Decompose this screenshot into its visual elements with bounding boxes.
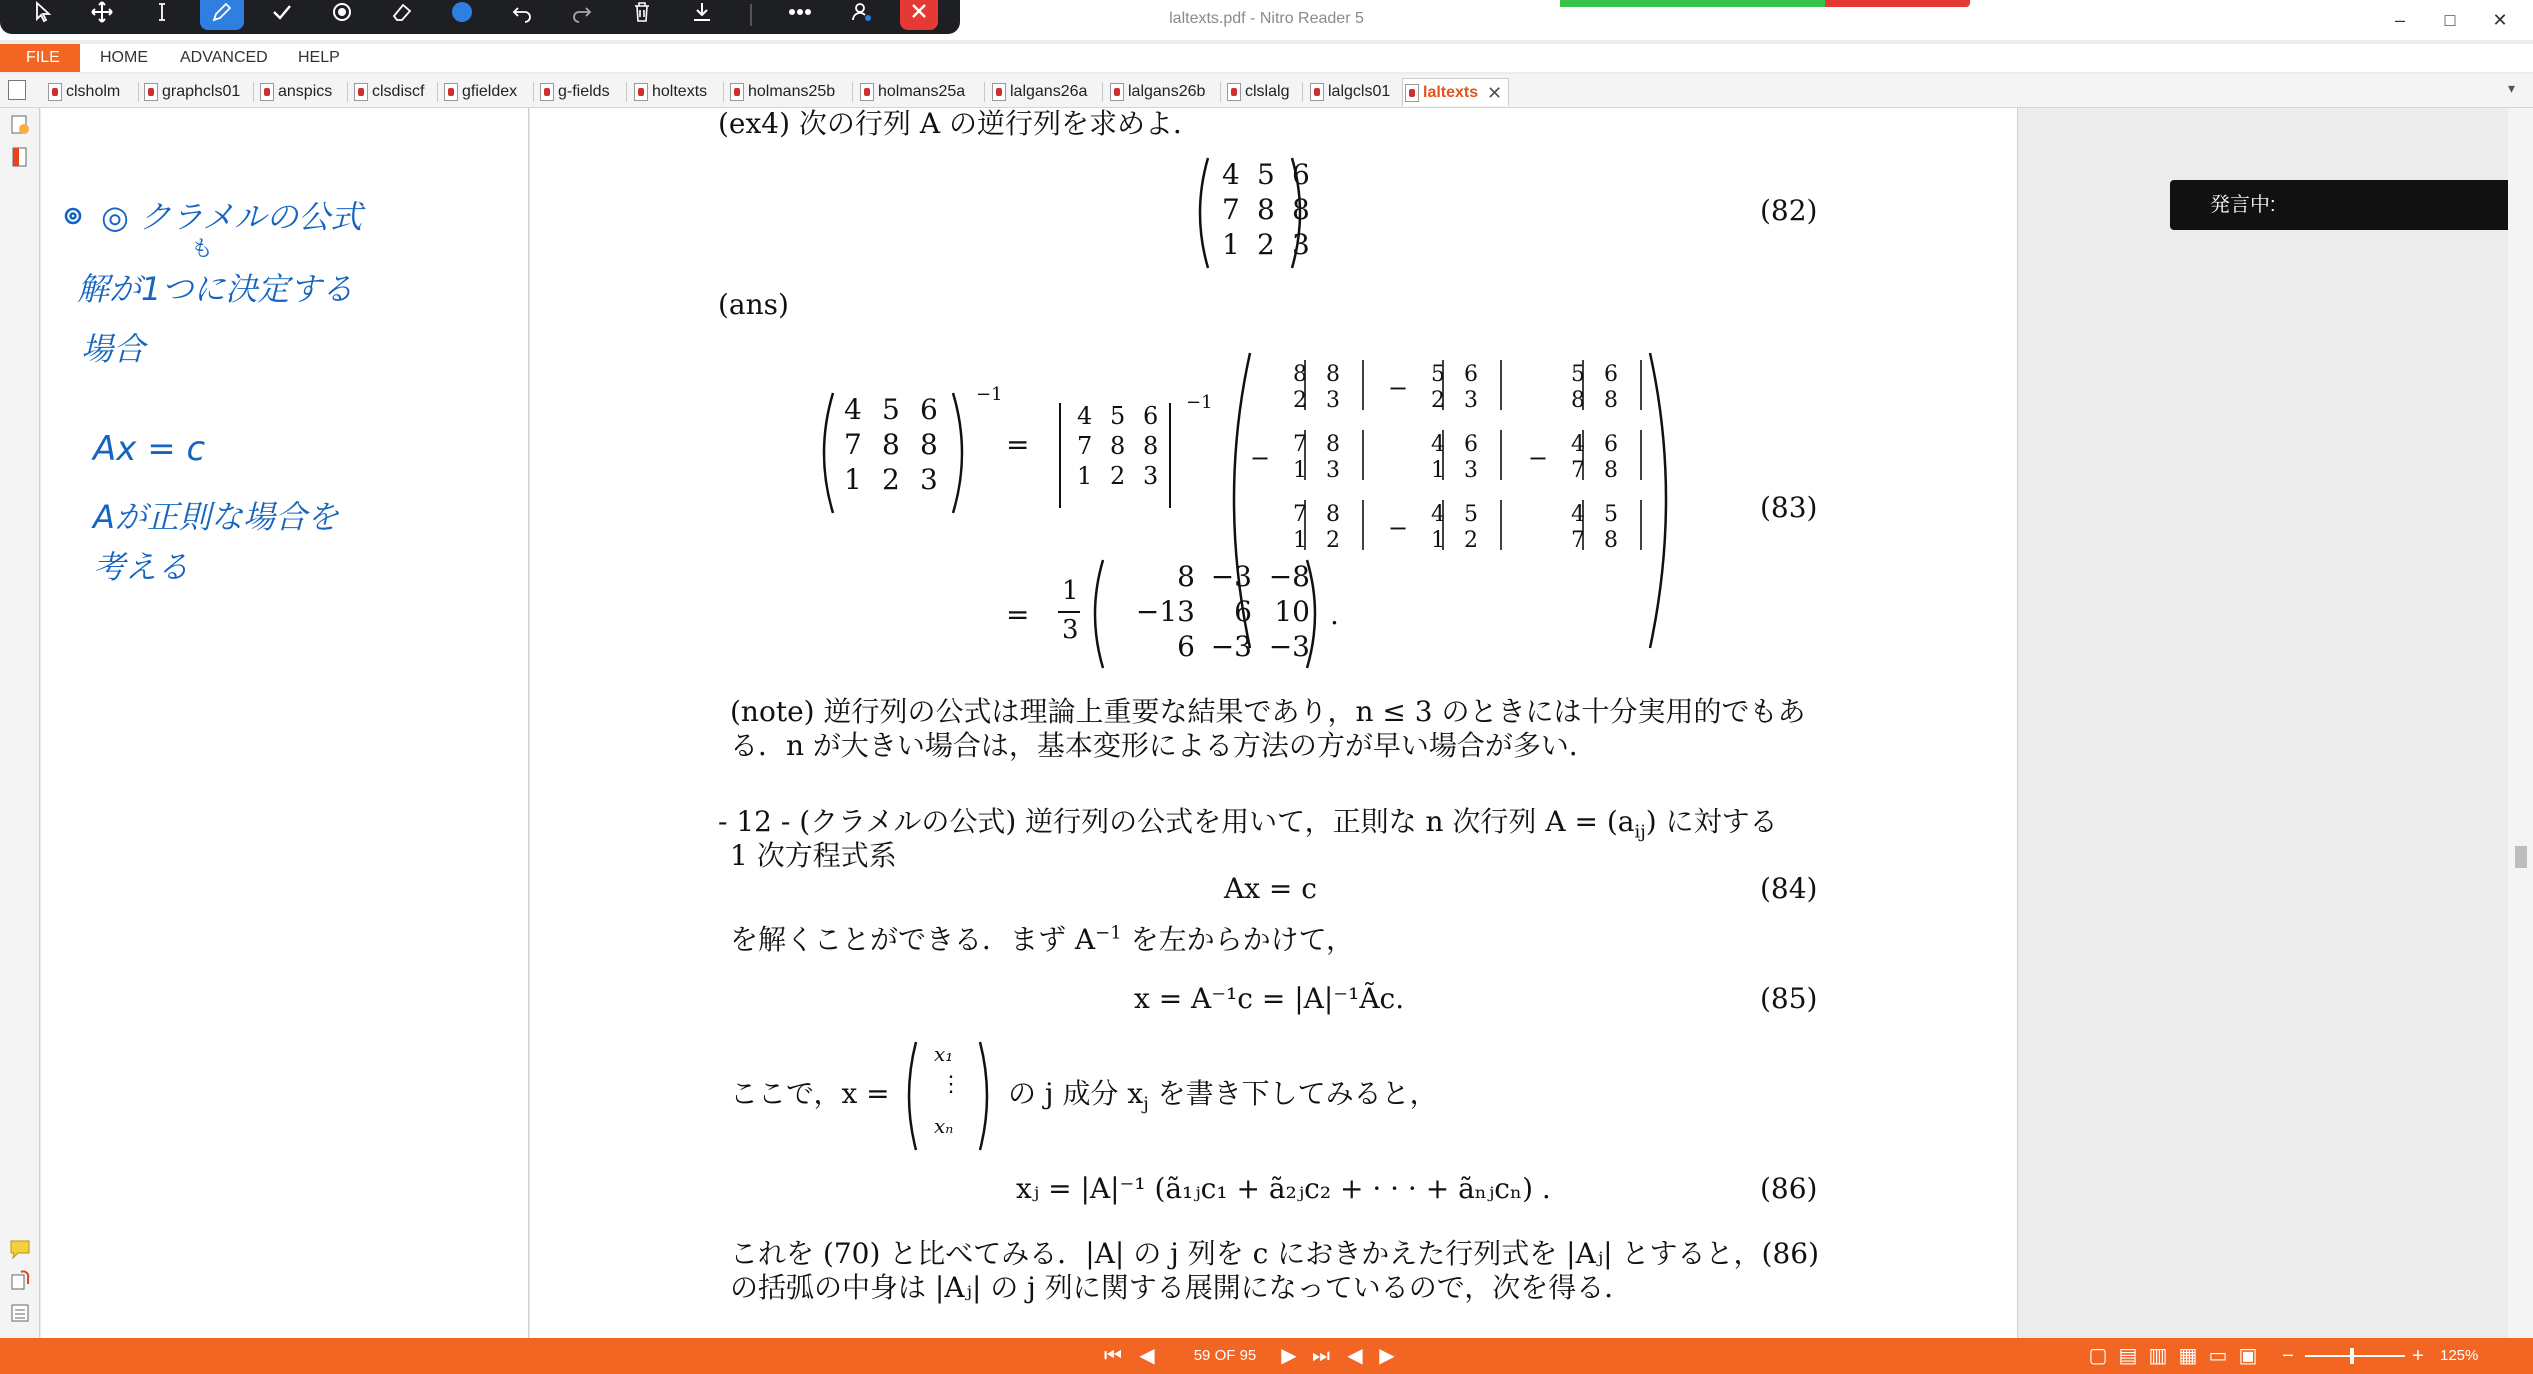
tab-clsholm[interactable] [46, 78, 120, 106]
file-menu[interactable]: FILE [0, 44, 80, 72]
adj-33-d: 8 [1604, 528, 1618, 553]
lhs-r3c3: 3 [920, 463, 938, 496]
toolbar-separator [750, 4, 752, 26]
adj-22-b: 6 [1464, 432, 1478, 457]
tab-label: holmans25b [748, 83, 836, 100]
help-menu[interactable]: HELP [298, 49, 340, 66]
adj-31-c: 1 [1293, 528, 1307, 553]
adj-21-a: 7 [1293, 432, 1307, 457]
det-r3c2: 2 [1110, 462, 1126, 490]
zoom-slider-thumb[interactable] [2350, 1348, 2354, 1364]
det-r1c2: 5 [1110, 402, 1126, 430]
tab-clsdiscf[interactable] [352, 78, 424, 106]
pages-panel-icon[interactable] [9, 114, 31, 136]
sec12-line-1-end: ) に対する [1645, 805, 1778, 838]
lhs-r2c2: 8 [882, 428, 900, 461]
forward-view-icon[interactable]: ▶ [1379, 1345, 1395, 1367]
zoom-level[interactable]: 125% [2440, 1347, 2479, 1364]
pdf-file-icon [540, 83, 554, 101]
here-end: を書き下してみると， [1148, 1077, 1438, 1110]
minimize-button[interactable]: – [2394, 10, 2405, 30]
adj-23-d: 8 [1604, 458, 1618, 483]
tab-label: g-fields [558, 83, 610, 100]
attachments-panel-icon[interactable] [9, 1270, 31, 1292]
pdf-file-icon [444, 83, 458, 101]
document-view[interactable] [530, 108, 2533, 1338]
tab-label: graphcls01 [162, 83, 241, 100]
adj-23-c: 7 [1571, 458, 1585, 483]
status-bar [0, 1338, 2533, 1374]
tab-separator [984, 82, 985, 102]
res-r2c3: 10 [1274, 595, 1310, 628]
adj-32-a: 4 [1431, 502, 1445, 527]
cursor-icon[interactable] [22, 0, 66, 30]
adj-11-c: 2 [1293, 388, 1307, 413]
pdf-file-icon [144, 83, 158, 101]
tab-label: anspics [278, 83, 333, 100]
adj-32-b: 5 [1464, 502, 1478, 527]
handwriting-ink [41, 108, 529, 608]
res-r1c3: −8 [1268, 560, 1310, 593]
res-r1c2: −3 [1210, 560, 1252, 593]
bookmarks-panel-icon[interactable] [9, 146, 31, 168]
fraction-numerator: 1 [1062, 576, 1079, 606]
first-page-icon[interactable]: ⏮ [1104, 1345, 1122, 1367]
res-r3c2: −3 [1210, 630, 1252, 663]
close-toolbar-icon[interactable] [900, 0, 938, 30]
tab-label: holmans25a [878, 83, 966, 100]
adj-23-a: 4 [1571, 432, 1585, 457]
det-r1c3: 6 [1143, 402, 1159, 430]
eq86-body: xⱼ = |A|⁻¹ (ã₁ⱼc₁ + ã₂ⱼc₂ + · · · + ãₙⱼcₙ) . [1016, 1172, 1551, 1205]
tab-holtexts[interactable] [632, 78, 707, 106]
close-window-button[interactable]: ✕ [2492, 10, 2508, 30]
eq83b-equals: = [1006, 598, 1030, 631]
m82-r3c3: 3 [1292, 228, 1310, 261]
previous-page-icon[interactable]: ◀ [1139, 1345, 1155, 1367]
window-title: laltexts.pdf - Nitro Reader 5 [1169, 10, 1364, 27]
lhs-r1c2: 5 [882, 393, 900, 426]
pdf-file-icon [730, 83, 744, 101]
solve-line [730, 918, 1354, 958]
tab-separator [347, 82, 348, 102]
hw-line-4: 場合 [81, 330, 146, 368]
adj-33-b: 5 [1604, 502, 1618, 527]
m82-r1c2: 5 [1257, 158, 1275, 191]
m82-r2c1: 7 [1222, 193, 1240, 226]
pdf-file-icon [992, 83, 1006, 101]
undo-icon[interactable] [500, 0, 544, 30]
pdf-file-icon [860, 83, 874, 101]
back-view-icon[interactable]: ◀ [1347, 1345, 1363, 1367]
pdf-file-icon [1110, 83, 1124, 101]
fraction-bar [1058, 611, 1080, 613]
page-view-icon[interactable] [8, 80, 26, 100]
recording-progress-green [1560, 0, 1825, 7]
tab-label: lalgans26a [1010, 83, 1088, 100]
tab-laltexts[interactable] [1402, 78, 1509, 106]
adj-33-c: 7 [1571, 528, 1585, 553]
result-period: . [1330, 598, 1339, 631]
ans-label: (ans) [718, 288, 789, 321]
res-r2c1: −13 [1135, 595, 1195, 628]
advanced-menu[interactable]: ADVANCED [180, 49, 268, 66]
adj-23-b: 6 [1604, 432, 1618, 457]
m82-r1c1: 4 [1222, 158, 1240, 191]
pdf-file-icon [1227, 83, 1241, 101]
here-subscript: j [1143, 1093, 1149, 1115]
lhs-inverse-exponent: −1 [976, 384, 1003, 405]
pdf-page[interactable] [530, 108, 2018, 1338]
adj-12-b: 6 [1464, 362, 1478, 387]
eq83-equals: = [1006, 428, 1030, 461]
adj-31-a: 7 [1293, 502, 1307, 527]
stamp-icon[interactable] [320, 0, 364, 30]
adj-22-c: 1 [1431, 458, 1445, 483]
check-icon[interactable] [260, 0, 304, 30]
tab-lalgcls01[interactable] [1308, 78, 1390, 106]
adj-13-a: 5 [1571, 362, 1585, 387]
det-r1c1: 4 [1077, 402, 1093, 430]
tab-separator [253, 82, 254, 102]
res-r3c3: −3 [1268, 630, 1310, 663]
scrollbar-thumb[interactable] [2515, 846, 2527, 868]
more-icon[interactable] [778, 0, 822, 30]
recording-progress-red [1825, 0, 1970, 7]
lhs-r1c3: 6 [920, 393, 938, 426]
tab-separator [1102, 82, 1103, 102]
last-page-icon[interactable]: ⏭ [1312, 1345, 1330, 1367]
here-prefix: ここで，x = [730, 1077, 890, 1110]
eq85-body: x = A⁻¹c = |A|⁻¹Ãc. [1134, 982, 1405, 1015]
pdf-file-icon [260, 83, 274, 101]
color-dot-icon[interactable] [440, 0, 484, 30]
adj-32-sign: − [1388, 514, 1409, 542]
adj-12-d: 3 [1464, 388, 1478, 413]
user-settings-icon[interactable] [840, 0, 884, 30]
here-suffix-text: の j 成分 x [1008, 1077, 1144, 1110]
hw-line-3: 解が1つに決定する [77, 270, 354, 308]
lhs-r3c2: 2 [882, 463, 900, 496]
tab-clslalg[interactable] [1225, 78, 1289, 106]
res-r3c1: 6 [1177, 630, 1195, 663]
tab-label: clsdiscf [372, 83, 425, 100]
m82-r3c1: 1 [1222, 228, 1240, 261]
tab-separator [626, 82, 627, 102]
pdf-file-icon [634, 83, 648, 101]
adj-23-sign: − [1528, 444, 1549, 472]
continuous-view-icon[interactable]: ▤ [2118, 1345, 2138, 1367]
tab-gfieldex[interactable] [442, 78, 517, 106]
left-panel-rail [0, 108, 40, 1338]
vec-dots: ⋮ [940, 1072, 962, 1097]
single-page-view-icon[interactable]: ▢ [2088, 1345, 2108, 1367]
m82-r2c2: 8 [1257, 193, 1275, 226]
zoom-in-icon[interactable]: + [2412, 1345, 2424, 1367]
tab-separator [1302, 82, 1303, 102]
adj-31-b: 8 [1326, 502, 1340, 527]
adj-22-a: 4 [1431, 432, 1445, 457]
layers-panel-icon[interactable] [9, 1302, 31, 1324]
det-r2c3: 8 [1143, 432, 1159, 460]
tab-graphcls01[interactable] [142, 78, 240, 106]
det-r3c1: 1 [1077, 462, 1093, 490]
adj-21-sign: − [1250, 444, 1271, 472]
ex4-heading: (ex4) 次の行列 A の逆行列を求めよ． [718, 107, 1201, 140]
fit-width-icon[interactable]: ▭ [2208, 1345, 2228, 1367]
tab-label: laltexts [1423, 84, 1479, 101]
vec-xn: xₙ [934, 1114, 954, 1138]
fit-page-icon[interactable]: ▣ [2238, 1345, 2258, 1367]
det-r3c3: 3 [1143, 462, 1159, 490]
tab-label: holtexts [652, 83, 708, 100]
pen-toolbar [0, 0, 960, 34]
tab-overflow-chevron-icon[interactable]: ▾ [2508, 80, 2516, 96]
compare-line-1: これを (70) と比べてみる．|A| の j 列を c におきかえた行列式を |Aⱼ| とすると，(86) [730, 1237, 1819, 1270]
tab-label: lalgcls01 [1328, 83, 1391, 100]
lhs-r2c1: 7 [844, 428, 862, 461]
res-r1c1: 8 [1177, 560, 1195, 593]
tab-label: clslalg [1245, 83, 1290, 100]
tab-separator [723, 82, 724, 102]
pdf-file-icon [1310, 83, 1324, 101]
document-tab-bar [0, 74, 2533, 108]
here-suffix [1008, 1072, 1438, 1115]
eq-number-83: (83) [1760, 491, 1818, 524]
menu-bar [0, 44, 2533, 72]
adj-12-c: 2 [1431, 388, 1445, 413]
adj-11-b: 8 [1326, 362, 1340, 387]
adj-21-b: 8 [1326, 432, 1340, 457]
adj-11-d: 3 [1326, 388, 1340, 413]
tab-separator [852, 82, 853, 102]
tab-label: lalgans26b [1128, 83, 1206, 100]
hw-line-6: Aが正則な場合を [93, 498, 339, 536]
sec12-subscript: ij [1634, 821, 1646, 843]
res-r2c2: 6 [1234, 595, 1252, 628]
vertical-scrollbar[interactable] [2508, 108, 2533, 1338]
solve-line-text: を解くことができる．まず A [730, 923, 1096, 956]
pdf-file-icon [48, 83, 62, 101]
adj-32-c: 1 [1431, 528, 1445, 553]
adj-32-d: 2 [1464, 528, 1478, 553]
vec-x1: x₁ [934, 1042, 954, 1066]
compare-line-2: の括弧の中身は |Aⱼ| の j 列に関する展開になっているので，次を得る． [730, 1271, 1633, 1304]
text-cursor-icon[interactable] [140, 0, 184, 30]
adj-13-c: 8 [1571, 388, 1585, 413]
tab-g-fields[interactable] [538, 78, 610, 106]
adj-31-d: 2 [1326, 528, 1340, 553]
lhs-r1c1: 4 [844, 393, 862, 426]
maximize-button[interactable]: □ [2444, 10, 2456, 30]
download-icon[interactable] [680, 0, 724, 30]
eraser-icon[interactable] [380, 0, 424, 30]
adj-13-d: 8 [1604, 388, 1618, 413]
next-page-icon[interactable]: ▶ [1281, 1345, 1297, 1367]
adj-21-d: 3 [1326, 458, 1340, 483]
adj-22-d: 3 [1464, 458, 1478, 483]
adj-11-a: 8 [1293, 362, 1307, 387]
adj-12-sign: − [1388, 374, 1409, 402]
eq-number-85: (85) [1760, 982, 1818, 1015]
adj-13-b: 6 [1604, 362, 1618, 387]
det-r2c2: 8 [1110, 432, 1126, 460]
hw-line-5: Ax = c [93, 429, 206, 469]
det-inverse-exponent: −1 [1186, 392, 1213, 413]
lhs-r2c3: 8 [920, 428, 938, 461]
handwriting-notes-panel[interactable] [41, 108, 529, 1338]
tab-anspics[interactable] [258, 78, 332, 106]
redo-icon[interactable] [560, 0, 604, 30]
adj-33-a: 4 [1571, 502, 1585, 527]
m82-r3c2: 2 [1257, 228, 1275, 261]
page-number-indicator[interactable]: 59 OF 95 [1193, 1347, 1257, 1364]
pdf-file-icon [1405, 84, 1419, 102]
eq-number-84: (84) [1760, 872, 1818, 905]
hw-line-2: も [191, 237, 214, 262]
tab-separator [437, 82, 438, 102]
eq84-body: Ax = c [1224, 872, 1317, 905]
tab-label: clsholm [66, 83, 121, 100]
tab-close-icon[interactable]: ✕ [1487, 83, 1503, 103]
note-line-2: る．n が大きい場合は，基本変形による方法の方が早い場合が多い． [730, 729, 1597, 762]
hw-line-7: 考える [93, 548, 190, 586]
home-menu[interactable]: HOME [100, 49, 148, 66]
eq-number-82: (82) [1760, 194, 1818, 227]
trash-icon[interactable] [620, 0, 664, 30]
zoom-out-icon[interactable]: − [2282, 1345, 2294, 1367]
solve-line-end: を左からかけて， [1121, 923, 1355, 956]
adj-12-a: 5 [1431, 362, 1445, 387]
m82-r2c3: 8 [1292, 193, 1310, 226]
lhs-r3c1: 1 [844, 463, 862, 496]
sec12-line-2: 1 次方程式系 [730, 839, 897, 872]
facing-view-icon[interactable]: ▥ [2148, 1345, 2168, 1367]
det-r2c1: 7 [1077, 432, 1093, 460]
note-line-1: (note) 逆行列の公式は理論上重要な結果であり，n ≤ 3 のときには十分実用的でもあ [730, 695, 1806, 728]
adj-21-c: 1 [1293, 458, 1307, 483]
tab-separator [138, 82, 139, 102]
pdf-file-icon [354, 83, 368, 101]
pen-icon[interactable] [200, 0, 244, 30]
fraction-denominator: 3 [1062, 615, 1079, 645]
facing-continuous-view-icon[interactable]: ▦ [2178, 1345, 2198, 1367]
eq-number-86: (86) [1760, 1172, 1818, 1205]
tab-label: gfieldex [462, 83, 518, 100]
hw-line-1: ◎ クラメルの公式 [101, 198, 363, 236]
m82-r1c3: 6 [1292, 158, 1310, 191]
sec12-line-1-text: - 12 - (クラメルの公式) 逆行列の公式を用いて，正則な n 次行列 A = (a [718, 805, 1635, 838]
zoom-slider-track[interactable] [2305, 1355, 2405, 1357]
comments-panel-icon[interactable] [9, 1238, 31, 1260]
move-icon[interactable] [80, 0, 124, 30]
tab-separator [533, 82, 534, 102]
solve-line-exponent: −1 [1095, 922, 1122, 944]
tab-separator [1220, 82, 1221, 102]
speaking-indicator: 発言中: [2170, 180, 2512, 230]
